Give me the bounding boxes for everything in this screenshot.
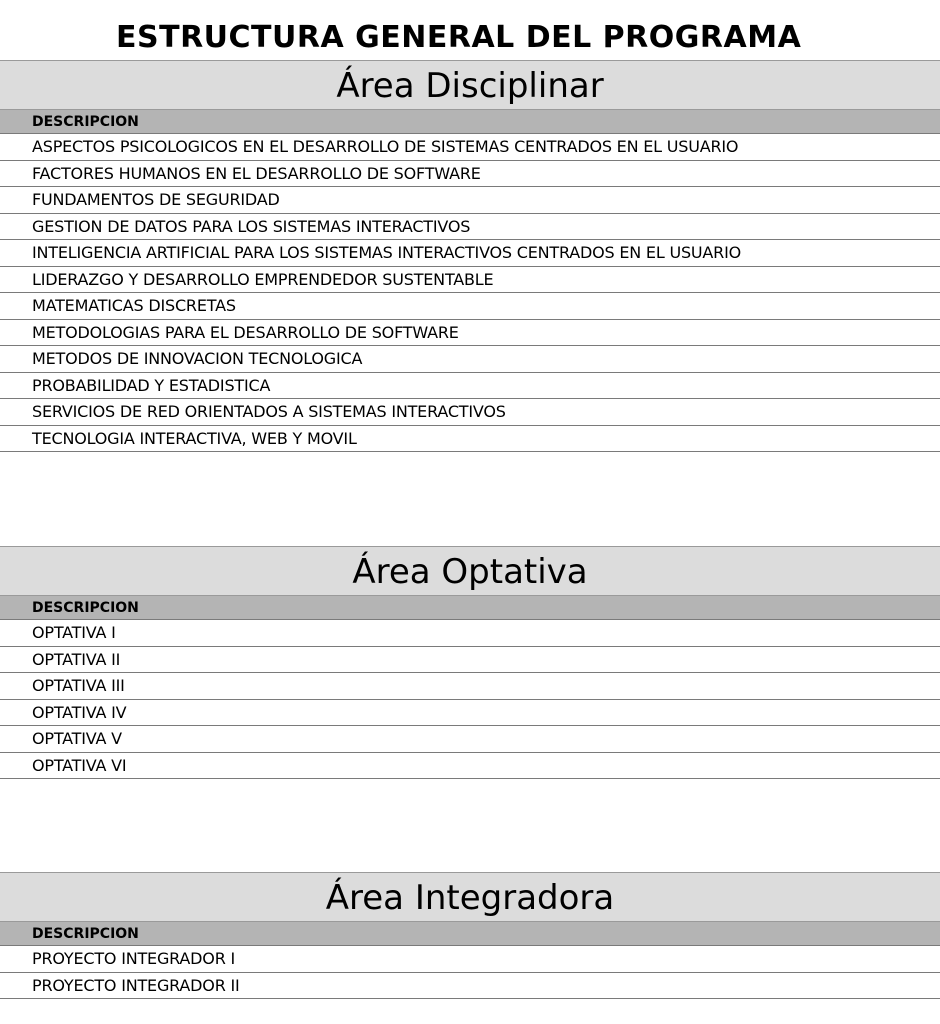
section-heading: Área Optativa [0,546,940,596]
column-header: DESCRIPCION [0,596,940,620]
list-item: PROYECTO INTEGRADOR I [0,946,940,973]
section-heading: Área Disciplinar [0,60,940,110]
list-item: OPTATIVA IV [0,700,940,727]
list-item: TECNOLOGIA INTERACTIVA, WEB Y MOVIL [0,426,940,453]
list-item: METODOLOGIAS PARA EL DESARROLLO DE SOFTWARE [0,320,940,347]
list-item: PROBABILIDAD Y ESTADISTICA [0,373,940,400]
section-area-disciplinar [0,60,940,452]
column-header: DESCRIPCION [0,922,940,946]
list-item: OPTATIVA III [0,673,940,700]
column-header: DESCRIPCION [0,110,940,134]
list-item: ASPECTOS PSICOLOGICOS EN EL DESARROLLO DE SISTEMAS CENTRADOS EN EL USUARIO [0,134,940,161]
list-item: OPTATIVA I [0,620,940,647]
list-item: FACTORES HUMANOS EN EL DESARROLLO DE SOFTWARE [0,161,940,188]
list-item: PROYECTO INTEGRADOR II [0,973,940,1000]
list-item: METODOS DE INNOVACION TECNOLOGICA [0,346,940,373]
list-item: SERVICIOS DE RED ORIENTADOS A SISTEMAS INTERACTIVOS [0,399,940,426]
list-item: INTELIGENCIA ARTIFICIAL PARA LOS SISTEMAS INTERACTIVOS CENTRADOS EN EL USUARIO [0,240,940,267]
page-title: ESTRUCTURA GENERAL DEL PROGRAMA [116,20,802,55]
list-item: OPTATIVA VI [0,753,940,780]
list-item: FUNDAMENTOS DE SEGURIDAD [0,187,940,214]
section-heading: Área Integradora [0,872,940,922]
section-area-integradora [0,872,940,999]
list-item: LIDERAZGO Y DESARROLLO EMPRENDEDOR SUSTENTABLE [0,267,940,294]
list-item: MATEMATICAS DISCRETAS [0,293,940,320]
list-item: GESTION DE DATOS PARA LOS SISTEMAS INTERACTIVOS [0,214,940,241]
section-area-optativa [0,546,940,779]
list-item: OPTATIVA V [0,726,940,753]
list-item: OPTATIVA II [0,647,940,674]
